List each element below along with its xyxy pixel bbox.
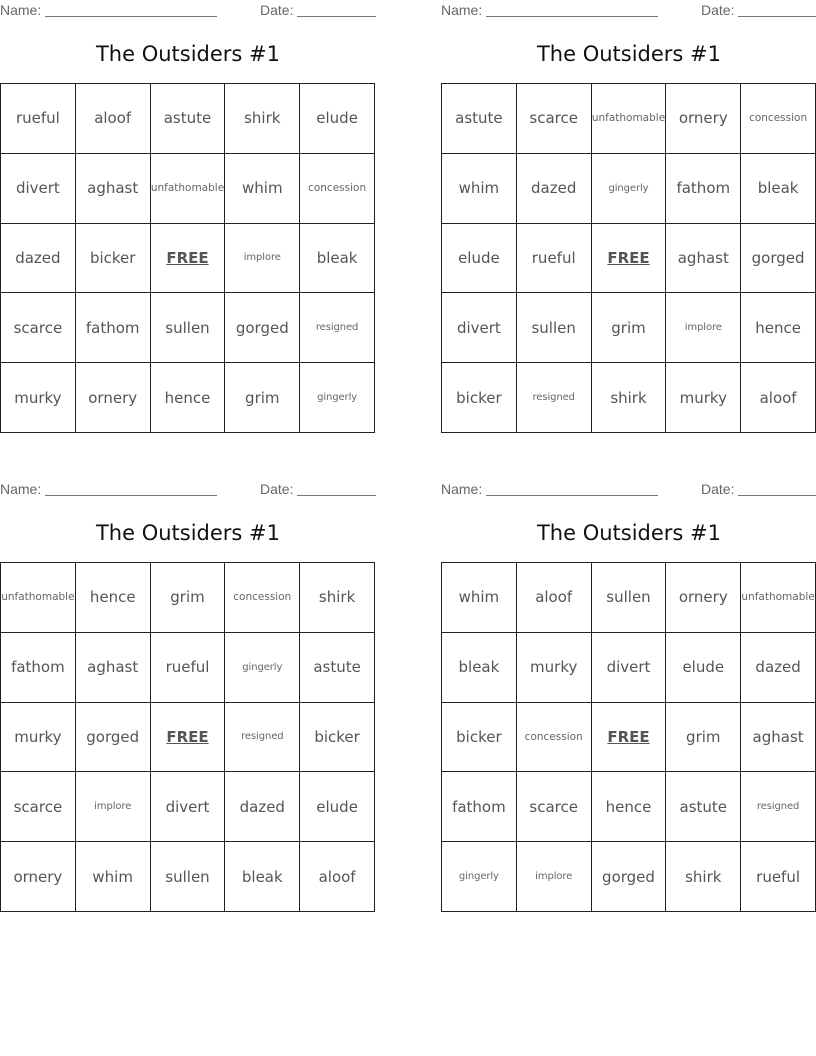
bingo-cell[interactable]: implore <box>666 293 741 363</box>
bingo-cell[interactable]: whim <box>442 563 517 633</box>
free-space-cell[interactable]: FREE <box>151 703 226 773</box>
bingo-cell[interactable]: bicker <box>442 703 517 773</box>
bingo-cell[interactable]: aloof <box>741 363 816 433</box>
bingo-cell[interactable]: concession <box>741 84 816 154</box>
date-blank-line[interactable] <box>297 495 376 496</box>
name-blank-line[interactable] <box>45 495 217 496</box>
bingo-cell[interactable]: concession <box>517 703 592 773</box>
name-label: Name: <box>0 2 42 18</box>
name-date-row <box>441 481 816 499</box>
bingo-cell[interactable]: fathom <box>666 154 741 224</box>
bingo-cell[interactable]: grim <box>666 703 741 773</box>
bingo-cell[interactable]: concession <box>300 154 375 224</box>
name-label: Name: <box>441 481 483 497</box>
bingo-cell[interactable]: gorged <box>76 703 151 773</box>
bingo-cell[interactable]: dazed <box>225 772 300 842</box>
bingo-cell[interactable]: resigned <box>225 703 300 773</box>
bingo-grid <box>0 562 375 912</box>
bingo-cell[interactable]: sullen <box>151 842 226 912</box>
bingo-cell[interactable]: whim <box>76 842 151 912</box>
bingo-cell[interactable]: gingerly <box>442 842 517 912</box>
bingo-cell[interactable]: ornery <box>666 84 741 154</box>
name-blank-line[interactable] <box>486 16 658 17</box>
bingo-cell[interactable]: ornery <box>666 563 741 633</box>
bingo-card-3 <box>0 479 376 911</box>
date-blank-line[interactable] <box>738 495 816 496</box>
bingo-cell[interactable]: grim <box>151 563 226 633</box>
bingo-cell[interactable]: astute <box>151 84 226 154</box>
bingo-cell[interactable]: rueful <box>1 84 76 154</box>
bingo-cell[interactable]: divert <box>151 772 226 842</box>
bingo-cell[interactable]: whim <box>442 154 517 224</box>
bingo-cell[interactable]: murky <box>1 363 76 433</box>
bingo-cell[interactable]: murky <box>517 633 592 703</box>
bingo-cell[interactable]: implore <box>517 842 592 912</box>
bingo-cell[interactable]: scarce <box>517 772 592 842</box>
bingo-cell[interactable]: hence <box>76 563 151 633</box>
bingo-grid <box>0 83 375 433</box>
name-date-row <box>0 481 376 499</box>
bingo-cell[interactable]: whim <box>225 154 300 224</box>
bingo-cell[interactable]: bicker <box>76 224 151 294</box>
bingo-cell[interactable]: unfathomable <box>1 563 76 633</box>
bingo-cell[interactable]: resigned <box>300 293 375 363</box>
card-title: The Outsiders #1 <box>95 521 281 545</box>
free-space-cell[interactable]: FREE <box>592 703 667 773</box>
bingo-cell[interactable]: bicker <box>442 363 517 433</box>
bingo-cell[interactable]: ornery <box>76 363 151 433</box>
bingo-cell[interactable]: astute <box>442 84 517 154</box>
bingo-cell[interactable]: concession <box>225 563 300 633</box>
bingo-cell[interactable]: gingerly <box>300 363 375 433</box>
bingo-cell[interactable]: scarce <box>1 772 76 842</box>
name-date-row <box>441 2 816 20</box>
bingo-cell[interactable]: dazed <box>517 154 592 224</box>
bingo-cell[interactable]: hence <box>151 363 226 433</box>
bingo-cell[interactable]: fathom <box>76 293 151 363</box>
date-label: Date: <box>260 481 294 497</box>
bingo-cell[interactable]: dazed <box>1 224 76 294</box>
bingo-cell[interactable]: ornery <box>1 842 76 912</box>
bingo-cell[interactable]: aghast <box>741 703 816 773</box>
bingo-cell[interactable]: elude <box>300 84 375 154</box>
bingo-cell[interactable]: unfathomable <box>592 84 667 154</box>
bingo-cell[interactable]: fathom <box>442 772 517 842</box>
bingo-cell[interactable]: murky <box>1 703 76 773</box>
bingo-cell[interactable]: grim <box>592 293 667 363</box>
date-label: Date: <box>701 481 735 497</box>
bingo-cell[interactable]: bleak <box>300 224 375 294</box>
bingo-cell[interactable]: bicker <box>300 703 375 773</box>
bingo-cell[interactable]: divert <box>1 154 76 224</box>
bingo-cell[interactable]: grim <box>225 363 300 433</box>
bingo-cell[interactable]: aloof <box>76 84 151 154</box>
bingo-cell[interactable]: murky <box>666 363 741 433</box>
date-label: Date: <box>260 2 294 18</box>
name-blank-line[interactable] <box>45 16 217 17</box>
bingo-card-1 <box>0 0 376 432</box>
name-date-row <box>0 2 376 20</box>
bingo-cell[interactable]: dazed <box>741 633 816 703</box>
bingo-cell[interactable]: astute <box>300 633 375 703</box>
bingo-cell[interactable]: shirk <box>592 363 667 433</box>
bingo-cell[interactable]: sullen <box>517 293 592 363</box>
bingo-cell[interactable]: sullen <box>151 293 226 363</box>
bingo-grid <box>441 83 816 433</box>
bingo-cell[interactable]: bleak <box>442 633 517 703</box>
bingo-cell[interactable]: sullen <box>592 563 667 633</box>
bingo-card-2 <box>441 0 816 432</box>
date-blank-line[interactable] <box>738 16 816 17</box>
bingo-cell[interactable]: bleak <box>741 154 816 224</box>
bingo-cell[interactable]: hence <box>592 772 667 842</box>
date-blank-line[interactable] <box>297 16 376 17</box>
bingo-cell[interactable]: unfathomable <box>151 154 226 224</box>
bingo-cell[interactable]: aloof <box>300 842 375 912</box>
bingo-cell[interactable]: gorged <box>741 224 816 294</box>
bingo-card-4 <box>441 479 816 911</box>
bingo-cell[interactable]: aloof <box>517 563 592 633</box>
date-label: Date: <box>701 2 735 18</box>
bingo-cell[interactable]: shirk <box>225 84 300 154</box>
free-space-cell[interactable]: FREE <box>592 224 667 294</box>
bingo-cell[interactable]: aghast <box>76 633 151 703</box>
bingo-cell[interactable]: shirk <box>300 563 375 633</box>
bingo-cell[interactable]: divert <box>442 293 517 363</box>
card-title: The Outsiders #1 <box>95 42 281 66</box>
bingo-cell[interactable]: gorged <box>225 293 300 363</box>
bingo-cell[interactable]: shirk <box>666 842 741 912</box>
bingo-cell[interactable]: gingerly <box>592 154 667 224</box>
bingo-cell[interactable]: rueful <box>517 224 592 294</box>
free-space-cell[interactable]: FREE <box>151 224 226 294</box>
bingo-cell[interactable]: aghast <box>666 224 741 294</box>
bingo-cell[interactable]: astute <box>666 772 741 842</box>
bingo-cell[interactable]: scarce <box>1 293 76 363</box>
name-blank-line[interactable] <box>486 495 658 496</box>
bingo-cell[interactable]: divert <box>592 633 667 703</box>
bingo-cell[interactable]: elude <box>442 224 517 294</box>
bingo-cell[interactable]: gingerly <box>225 633 300 703</box>
card-title: The Outsiders #1 <box>536 42 722 66</box>
bingo-cell[interactable]: implore <box>76 772 151 842</box>
bingo-cell[interactable]: hence <box>741 293 816 363</box>
bingo-cell[interactable]: resigned <box>741 772 816 842</box>
name-label: Name: <box>441 2 483 18</box>
bingo-grid <box>441 562 816 912</box>
name-label: Name: <box>0 481 42 497</box>
bingo-cell[interactable]: scarce <box>517 84 592 154</box>
bingo-cell[interactable]: elude <box>666 633 741 703</box>
bingo-cell[interactable]: rueful <box>151 633 226 703</box>
bingo-cell[interactable]: resigned <box>517 363 592 433</box>
bingo-cell[interactable]: aghast <box>76 154 151 224</box>
card-title: The Outsiders #1 <box>536 521 722 545</box>
bingo-cell[interactable]: implore <box>225 224 300 294</box>
bingo-cell[interactable]: rueful <box>741 842 816 912</box>
bingo-cell[interactable]: fathom <box>1 633 76 703</box>
bingo-cell[interactable]: elude <box>300 772 375 842</box>
bingo-cell[interactable]: gorged <box>592 842 667 912</box>
bingo-cell[interactable]: bleak <box>225 842 300 912</box>
bingo-cell[interactable]: unfathomable <box>741 563 816 633</box>
